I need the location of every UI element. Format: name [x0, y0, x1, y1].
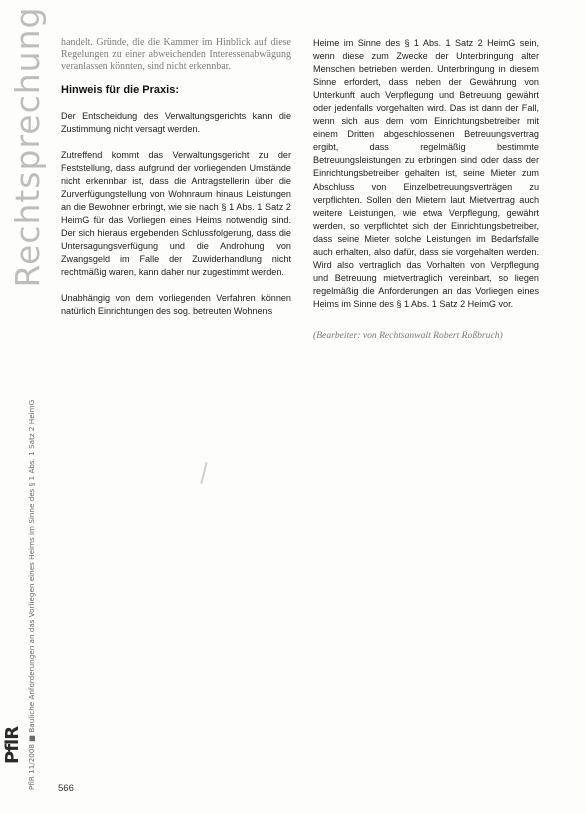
section-heading-vertical: Rechtsprechung: [8, 6, 47, 288]
journal-logo: PflR: [2, 726, 23, 764]
paragraph: Unabhängig von dem vorliegenden Verfahren können natürlich Einrichtungen des sog. betreuten Wohnens: [61, 293, 291, 317]
scan-mark: [200, 462, 207, 484]
paragraph: Heime im Sinne des § 1 Abs. 1 Satz 2 HeimG sein, wenn diese zum Zwecke der Unterbringung alter Menschen betrieben werden. Unterbringung in diesem Sinne erfordert, dass neben der Gewährung von Unterkunft auch Verpflegung und Betreuung gewährt oder jedenfalls vorgehalten wird. Das ist dann der Fall, wenn sich aus dem vom Einrichtungsbetreiber mit einem Dritten abgeschlossenen Betreuungsvertrag ergibt, dass regelmäßig bestimmte Betreuungsleistungen zu erbringen sind oder dass der Einrichtungsbetreiber gehalten ist, seine Mieter zum Abschluss von Einzelbetreuungsverträgen zu verpflichten. Sollen den Mietern laut Mietvertrag auch weitere Leistungen, wie etwa Verpflegung, gewährt werden, so verpflichtet sich der Einrichtungsbetreiber, dass seine Mieter solche Leistungen im Bedarfsfalle auch erhalten, also dafür, dass sie vorgehalten werden. Wird also vertraglich das Vorhalten von Verpflegung und Betreuung mietvertraglich vereinbart, so liegen regelmäßig die Anforderungen an das Vorliegen eines Heims im Sinne des § 1 Abs. 1 Satz 2 HeimG vor.: [313, 38, 539, 309]
practice-note-heading: Hinweis für die Praxis:: [61, 83, 179, 96]
paragraph: Zutreffend kommt das Verwaltungsgericht zu der Feststellung, dass aufgrund der vorliegenden Umstände nicht erkennbar ist, dass die Antragstellerin über die Zurverfügungstellung von Wohnraum hinaus Leistungen an die Bewohner erbringt, wie sie nach § 1 Abs. 1 Satz 2 HeimG für das Vorliegen eines Heims notwendig sind. Der sich hieraus ergebenden Schlussfolgerung, dass die Untersagungsverfügung und die Androhung von Zwangsgeld im Falle der Zuwiderhandlung nicht rechtmäßig waren, kann daher nur zugestimmt werden.: [61, 149, 291, 278]
intro-paragraph: handelt. Gründe, die die Kammer im Hinblick auf diese Regelungen zu einer abweichenden Interessenabwägung veranlassen könnten, sind nicht erkennbar.: [61, 37, 291, 73]
page-number: 566: [58, 783, 74, 794]
left-column: [61, 37, 291, 318]
paragraph: Der Entscheidung des Verwaltungsgerichts kann die Zustimmung nicht versagt werden.: [61, 110, 291, 134]
right-column: [313, 37, 539, 342]
journal-footer-vertical: PflR 11/2008 ■ Bauliche Anforderungen an das Vorliegen eines Heims im Sinne des § 1 Abs. 1 Satz 2 HeimG: [27, 399, 36, 790]
author-attribution: (Bearbeiter: von Rechtsanwalt Robert Roßbruch): [313, 329, 503, 341]
